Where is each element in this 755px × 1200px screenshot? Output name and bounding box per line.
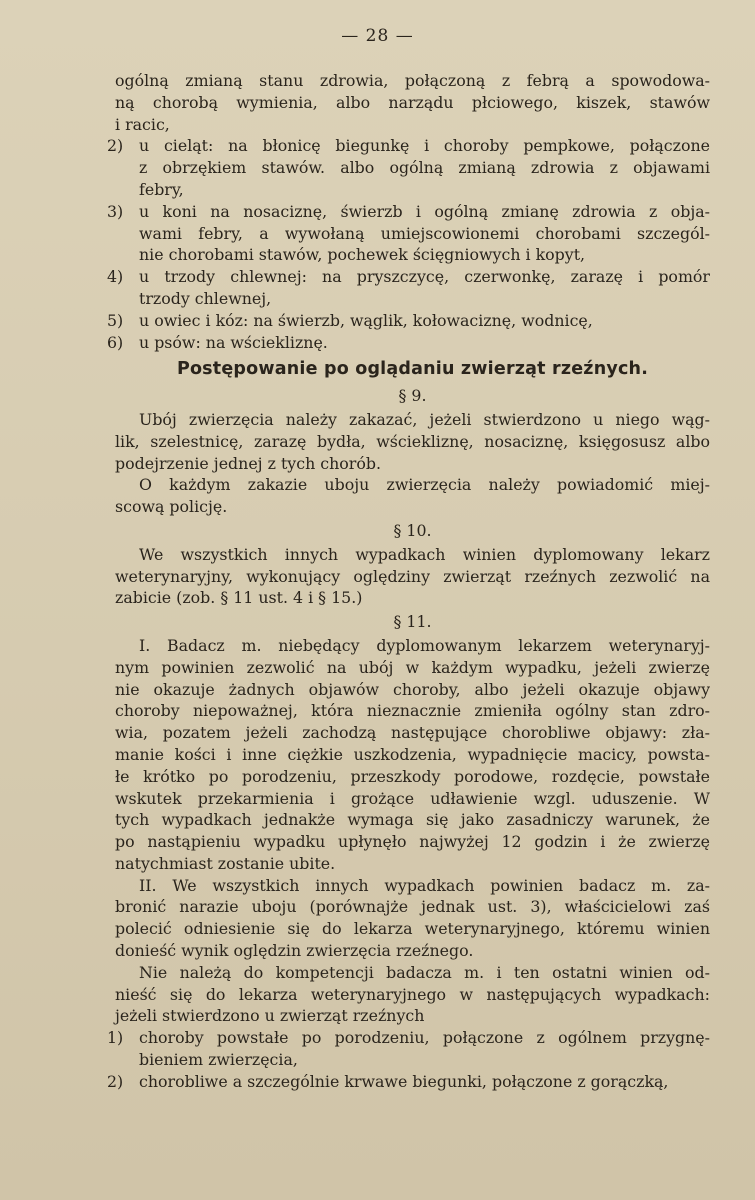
list-item-number: 2)	[107, 136, 124, 156]
text-line: febry,	[139, 179, 184, 199]
text-line: ną chorobą wymienia, albo narządu płciowego, kiszek, stawów	[115, 92, 710, 112]
text-line: I. Badacz m. niebędący dyplomowanym lekarzem weterynaryj-	[139, 635, 710, 655]
list-item-number: 1)	[107, 1028, 124, 1048]
text-line: i racic,	[115, 114, 170, 134]
text-line: nym powinien zezwolić na ubój w każdym wypadku, jeżeli zwierzę	[115, 657, 710, 677]
paragraph-11-text-2	[115, 875, 710, 962]
paragraph-10-title: § 10.	[393, 520, 432, 540]
text-line: podejrzenie jednej z tych chorób.	[115, 453, 381, 473]
text-line: polecić odniesienie się do lekarza weterynaryjnego, któremu winien	[115, 919, 710, 939]
text-line: u trzody chlewnej: na pryszczycę, czerwonkę, zarazę i pomór	[139, 267, 710, 287]
list-item-number: 3)	[107, 201, 124, 221]
paragraph-10-text	[115, 544, 710, 609]
intro-paragraph	[115, 70, 710, 135]
species-list	[107, 135, 710, 353]
disease-list	[107, 1027, 710, 1092]
text-line: u koni na nosaciznę, świerzb i ogólną zmianę zdrowia z obja-	[139, 201, 710, 221]
text-line: wskutek przekarmienia i grożące udławienie wzgl. uduszenie. W	[115, 788, 710, 808]
text-line: ogólną zmianą stanu zdrowia, połączoną z febrą a spowodowa-	[115, 71, 710, 90]
text-line: Ubój zwierzęcia należy zakazać, jeżeli stwierdzono u niego wąg-	[139, 409, 710, 429]
text-line: jeżeli stwierdzono u zwierząt rzeźnych	[115, 1006, 425, 1026]
text-line: wia, pozatem jeżeli zachodzą następujące chorobliwe objawy: zła-	[115, 723, 710, 743]
list-item	[107, 1071, 710, 1093]
text-line: chorobliwe a szczególnie krwawe biegunki, połączone z gorączką,	[139, 1071, 669, 1091]
list-item	[107, 266, 710, 310]
paragraph-11-text-3	[115, 962, 710, 1027]
list-item-number: 5)	[107, 310, 124, 330]
paragraph-11-title: § 11.	[393, 612, 432, 632]
list-item-number: 6)	[107, 332, 124, 352]
text-line: choroby powstałe po porodzeniu, połączone z ogólnem przygnę-	[139, 1028, 710, 1048]
text-line: z obrzękiem stawów. albo ogólną zmianą zdrowia z objawami	[139, 158, 710, 178]
text-line: Nie należą do kompetencji badacza m. i ten ostatni winien od-	[139, 962, 710, 982]
text-line: wami febry, a wywołaną umiejscowionemi chorobami szczegól-	[139, 223, 710, 243]
paragraph-9-text-1	[115, 409, 710, 474]
text-line: tych wypadkach jednakże wymaga się jako zasadniczy warunek, że	[115, 810, 710, 830]
text-line: po nastąpieniu wypadku upłynęło najwyżej 12 godzin i że zwierzę	[115, 832, 710, 852]
page-text	[107, 70, 710, 1093]
text-line: u cieląt: na błonicę biegunkę i choroby pempkowe, połączone	[139, 136, 710, 156]
text-line: manie kości i inne ciężkie uszkodzenia, wypadnięcie macicy, powsta-	[115, 744, 710, 764]
text-line: natychmiast zostanie ubite.	[115, 853, 336, 873]
list-item	[107, 1027, 710, 1071]
list-item	[107, 201, 710, 266]
paragraph-9-title: § 9.	[398, 386, 427, 406]
list-item	[107, 135, 710, 200]
paragraph-11-text-1	[115, 635, 710, 875]
text-line: bieniem zwierzęcia,	[139, 1050, 298, 1070]
text-line: choroby niepoważnej, która nieznacznie zmieniła ogólny stan zdro-	[115, 701, 710, 721]
text-line: lik, szelestnicę, zarazę bydła, wściekliznę, nosaciznę, księgosusz albo	[115, 431, 710, 451]
text-line: nieść się do lekarza weterynaryjnego w następujących wypadkach:	[115, 984, 710, 1004]
text-line: nie okazuje żadnych objawów choroby, albo jeżeli okazuje objawy	[115, 679, 710, 699]
text-line: donieść wynik oględzin zwierzęcia rzeźnego.	[115, 941, 474, 961]
text-line: trzody chlewnej,	[139, 288, 272, 308]
list-item-number: 4)	[107, 267, 124, 287]
text-line: bronić narazie uboju (porównajże jednak ust. 3), właścicielowi zaś	[115, 897, 710, 917]
section-heading: Postępowanie po oglądaniu zwierząt rzeźnych.	[176, 359, 649, 380]
page-number: — 28 —	[341, 26, 414, 46]
list-item	[107, 332, 710, 354]
text-line: u psów: na wściekliznę.	[139, 332, 328, 352]
text-line: zabicie (zob. § 11 ust. 4 i § 15.)	[115, 588, 363, 608]
list-item	[107, 310, 710, 332]
text-line: nie chorobami stawów, pochewek ścięgniowych i kopyt,	[139, 245, 586, 265]
text-line: u owiec i kóz: na świerzb, wąglik, kołowaciznę, wodnicę,	[139, 310, 593, 330]
text-line: O każdym zakazie uboju zwierzęcia należy powiadomić miej-	[139, 475, 710, 495]
text-line: łe krótko po porodzeniu, przeszkody porodowe, rozdęcie, powstałe	[115, 766, 710, 786]
paragraph-9-text-2	[115, 474, 710, 518]
text-line: We wszystkich innych wypadkach winien dyplomowany lekarz	[139, 544, 710, 564]
text-line: II. We wszystkich innych wypadkach powinien badacz m. za-	[139, 875, 710, 895]
list-item-number: 2)	[107, 1071, 124, 1091]
text-line: scową policję.	[115, 497, 228, 517]
text-line: weterynaryjny, wykonujący oględziny zwierząt rzeźnych zezwolić na	[115, 566, 710, 586]
